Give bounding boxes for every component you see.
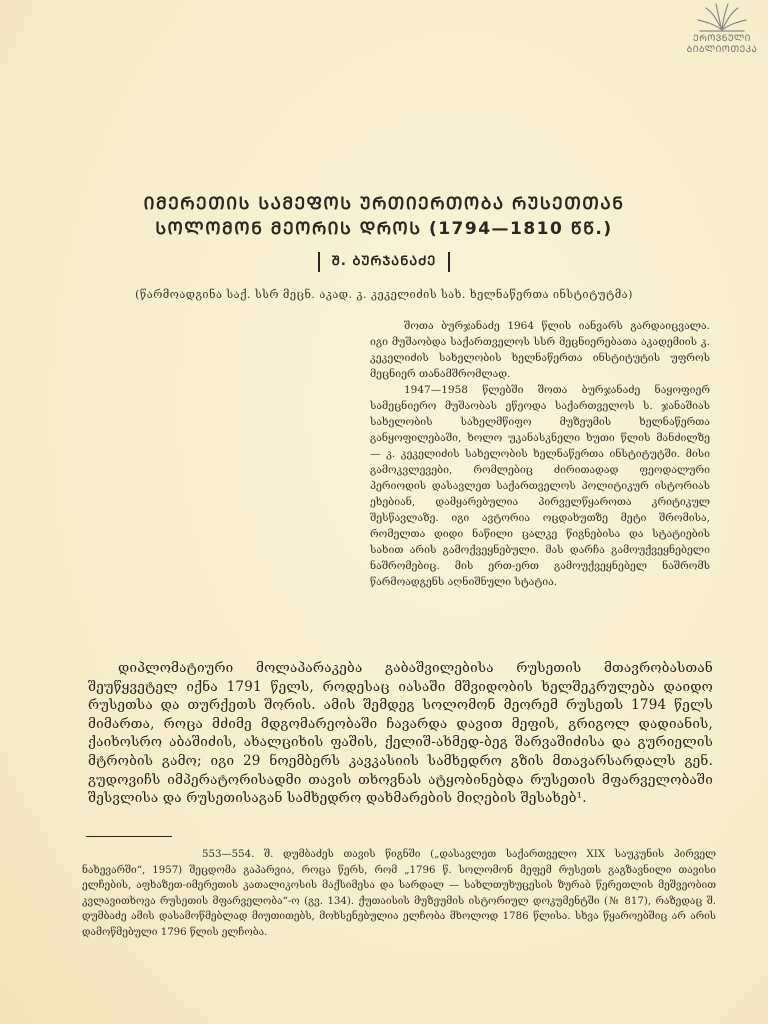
obituary-paragraph-1: შოთა ბურჯანაძე 1964 წლის იანვარს გარდაიცვალა. იგი მუშაობდა საქართველოს სსრ მეცნიერებათა აკადემიის კ. კეკელიძის სახელობის ხელნაწერთა ინსტიტუტის უფროს მეცნიერ თანამშრომლად. [370, 320, 710, 380]
author-name: Შ. ᲑᲣᲠᲯᲐᲜᲐᲫᲔ [318, 252, 451, 272]
footnote-divider [86, 836, 172, 837]
main-text [88, 659, 713, 808]
obituary-paragraph-2: 1947—1958 წლებში შოთა ბურჯანაძე ნაყოფიერ სამეცნიერო მუშაობას ეწეოდა საქართველოს ს. ჯანაშიას სახელობის სახელმწიფო მუზეუმის ხელნაწერთა განყოფილებაში, ხოლო უკანასკნელი ხუთი წლის მანძილზე — კ. კეკელიძის სახელობის ხელნაწერთა ინსტიტუტში. მისი გამოკვლევები, რომლებიც ძირითადად ფეოდალური პერიოდის დასავლეთ საქართველოს პოლიტიკურ ისტორიას ეხებიან, დამყარებულია პირველწყაროთა კრიტიკულ შესწავლაზე. იგი ავტორია ოცდახუთზე მეტი შრომისა, რომელთა დიდი ნაწილი ცალკე წიგნებისა და სტატიების სახით არის გამოქვეყნებული. მას დარჩა გამოუქვეყნებელი ნაშრომებიც. მის ერთ-ერთ გამოუქვეყნებელ ნაშრომს წარმოადგენს აღნიშნული სტატია. [370, 384, 710, 588]
logo-text-line-1: ᲔᲠᲝᲕᲜᲣᲚᲘ [693, 34, 751, 44]
article-title-line-1: ᲘᲛᲔᲠᲔᲗᲘᲡ ᲡᲐᲛᲔᲤᲝᲡ ᲣᲠᲗᲘᲔᲠᲗᲝᲑᲐ ᲠᲣᲡᲔᲗᲗᲐᲜ [143, 194, 625, 214]
main-paragraph: დიპლომატიური მოლაპარაკება გაბაშვილებისა რუსეთის მთავრობასთან შეუწყვეტელ იქნა 1791 წელს, როდესაც იასაში მშვიდობის ხელშეკრულება დაიდო რუსეთსა და თურქეთს შორის. ამის შემდეგ სოლომონ მეორემ რუსეთს 1794 წელს მიმართა, როცა მძიმე მდგომარეობაში ჩავარდა დავით მეფის, გრიგოლ დადიანის, ქაიხოსრო აბაშიძის, ახალციხის ფაშის, ქელიშ-ახმედ-ბეგ შარვაშიძისა და გურიელის მტრობის გამო; იგი 29 ნოემბერს კავკასიის სამხედრო გზის მთავარსარდალს გენ. გუდოვიჩს იმპერატორისადმი თავის თხოვნას ატყობინებდა რუსეთის მფარველობაში შესვლისა და რუსეთისაგან სამხედრო დახმარების მიღების შესახებ¹. [88, 660, 713, 807]
footnote [82, 847, 716, 941]
library-emblem-icon [692, 2, 752, 34]
article-title-line-2: ᲡᲝᲚᲝᲛᲝᲜ ᲛᲔᲝᲠᲘᲡ ᲓᲠᲝᲡ (1794—1810 ᲬᲬ.) [155, 219, 613, 239]
footnote-text: 553—554. შ. დუმბაძეს თავის წიგნში („დასავლეთ საქართველო XIX საუკუნის პირველ ნახევარში“, 1957) შეცდომა გაპარვია, როცა წერს, რომ „1796 წ. სოლომონ მეფემ რუსეთს გაგზავნილი თავისი ელჩების, აფხაზეთ-იმერეთის კათალიკოსის მაქსიმესა და სარდალ — სახლთუხუცესის ზურაბ წერეთლის მეშვეობით კვლავითხოვა რუსეთის მფარველობა“-ო (გვ. 134). ქუთაისის მუზეუმის ისტორიულ დოკუმენტში (№ 817), რაზედაც შ. დუმბაძე ამის დასამოწმებლად მიუთითებს, მოხსენებულია ელჩობა მხოლოდ 1786 წლისა. სხვა წყაროებშიც არ არის დამოწმებული 1796 წლის ელჩობა. [82, 849, 716, 938]
author-name-box [0, 250, 768, 272]
logo-text-line-2: ᲑᲘᲑᲚᲘᲝᲗᲔᲙᲐ [686, 45, 758, 55]
obituary-note [370, 318, 710, 590]
institute-note: (წარმოადგინა საქ. სსრ მეცნ. აკად. კ. კეკელიძის სახ. ხელნაწერთა ინსტიტუტმა) [135, 288, 633, 301]
library-logo [686, 2, 758, 56]
